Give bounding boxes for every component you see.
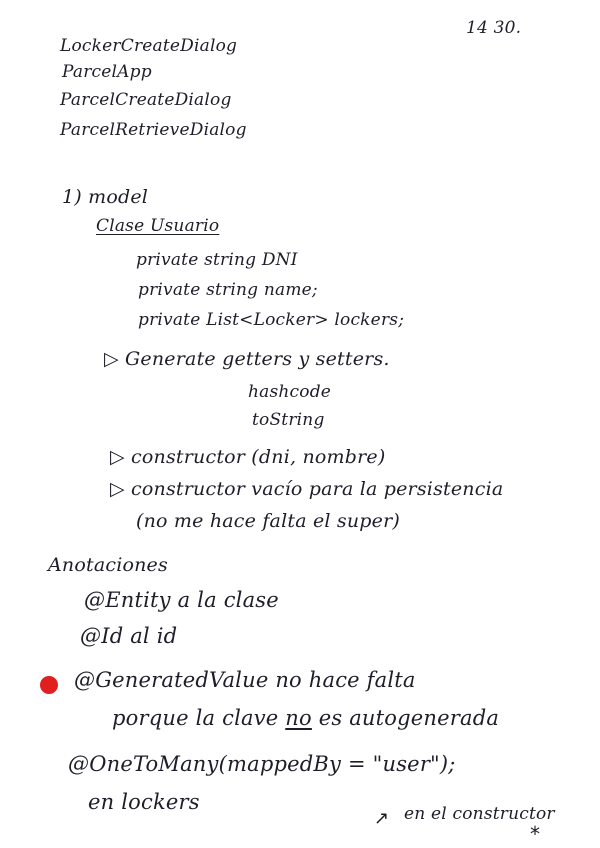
class-usuario-heading: Clase Usuario xyxy=(96,216,220,236)
annotation-one-to-many: @OneToMany(mappedBy = "user"); xyxy=(68,752,456,776)
reason-prefix: porque la clave xyxy=(112,706,286,730)
class-item-parcel-create-dialog: ParcelCreateDialog xyxy=(60,90,232,110)
asterisk-icon: * xyxy=(530,822,540,846)
time-note: 14 30. xyxy=(466,18,522,38)
red-bullet-icon xyxy=(40,676,58,694)
field-dni: private string DNI xyxy=(136,250,298,270)
annotation-id: @Id al id xyxy=(80,624,178,648)
annotation-generated-value: @GeneratedValue no hace falta xyxy=(74,668,416,692)
section-model-heading: 1) model xyxy=(62,186,149,208)
generate-hashcode: hashcode xyxy=(248,382,332,402)
reason-no-underlined: no xyxy=(285,706,312,730)
class-item-locker-create-dialog: LockerCreateDialog xyxy=(60,36,238,56)
reason-suffix: es autogenerada xyxy=(311,706,500,730)
field-lockers: private List<Locker> lockers; xyxy=(138,310,405,330)
generated-value-reason xyxy=(112,706,499,730)
arrow-icon: ↗ xyxy=(374,808,390,829)
class-item-parcel-retrieve-dialog: ParcelRetrieveDialog xyxy=(60,120,247,140)
constructor-side-note: en el constructor xyxy=(404,804,555,824)
annotation-entity: @Entity a la clase xyxy=(84,588,279,612)
class-item-parcel-app: ParcelApp xyxy=(62,62,152,82)
constructor-empty-note: (no me hace falta el super) xyxy=(136,510,401,532)
annotations-heading: Anotaciones xyxy=(48,554,168,576)
generate-tostring: toString xyxy=(252,410,325,430)
generate-getters-setters: ▷ Generate getters y setters. xyxy=(104,348,390,370)
constructor-with-params: ▷ constructor (dni, nombre) xyxy=(110,446,386,468)
in-lockers-note: en lockers xyxy=(88,790,200,814)
constructor-empty: ▷ constructor vacío para la persistencia xyxy=(110,478,504,500)
field-name: private string name; xyxy=(138,280,318,300)
